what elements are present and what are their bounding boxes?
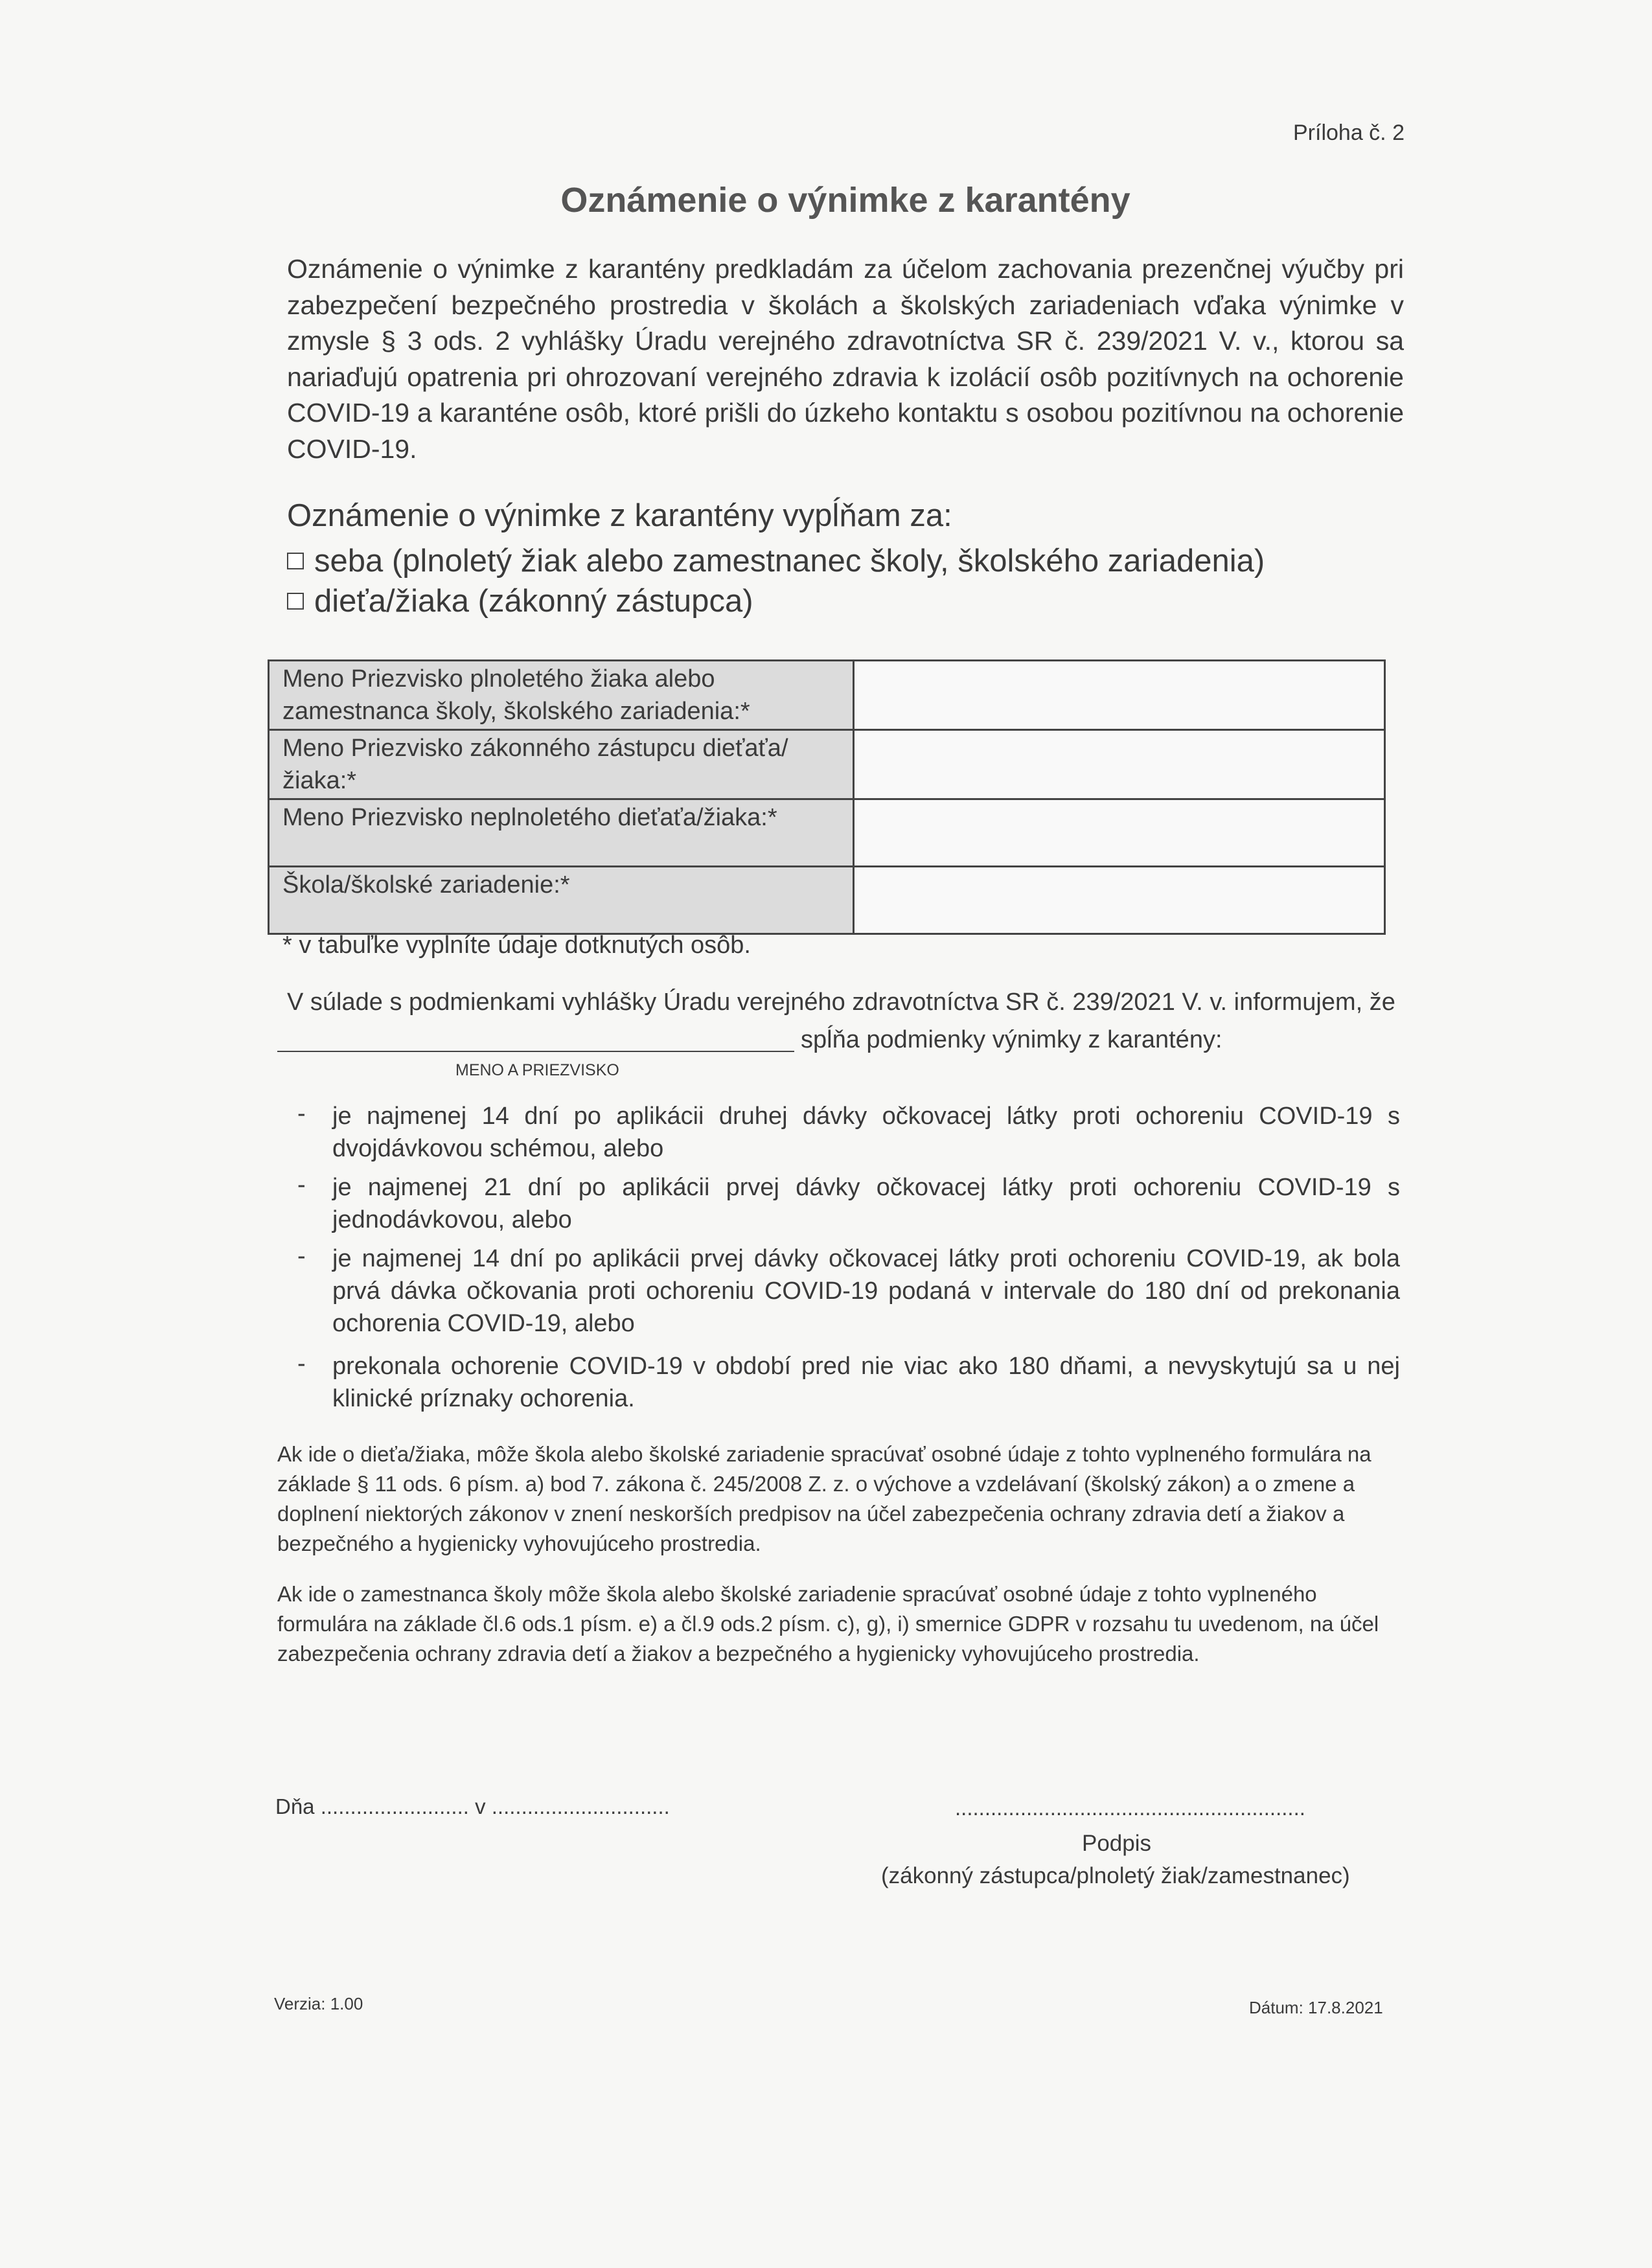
date-place-field[interactable]: Dňa ......................... v .............................. bbox=[275, 1794, 670, 1818]
document-date: Dátum: 17.8.2021 bbox=[1249, 1998, 1383, 2017]
conformity-statement: V súlade s podmienkami vyhlášky Úradu verejného zdravotníctva SR č. 239/2021 V. v. informujem, že bbox=[287, 989, 1395, 1016]
condition-item: prekonala ochorenie COVID-19 v období pred nie viac ako 180 dňami, a nevyskytujú sa u nej klinické príznaky ochorenia. bbox=[332, 1353, 1400, 1412]
privacy-notice-child: Ak ide o dieťa/žiaka, môže škola alebo školské zariadenie spracúvať osobné údaje z tohto vyplneného formulára na základe § 11 ods. 6 písm. a) bod 7. zákona č. 245/2008 Z. z. o výchove a vzdelávaní (školský zákon) a o zmene a doplnení niektorých zákonov v znení neskorších predpisov na účel zabezpečenia ochrany zdravia detí a žiakov a bezpečného a hygienicky vyhovujúceho prostredia. bbox=[277, 1442, 1371, 1555]
fill-for-heading: Oznámenie o výnimke z karantény vypĺňam za: bbox=[287, 498, 952, 533]
document-title: Oznámenie o výnimke z karantény bbox=[560, 181, 1130, 220]
table-row bbox=[269, 799, 1385, 867]
name-input-line[interactable] bbox=[277, 1051, 794, 1052]
checkbox-child[interactable] bbox=[287, 593, 304, 610]
version-label: Verzia: 1.00 bbox=[274, 1994, 363, 2013]
field-adult-name[interactable] bbox=[854, 661, 1385, 730]
bullet-dash: - bbox=[297, 1243, 306, 1270]
bullet-dash: - bbox=[297, 1350, 306, 1377]
signature-label: Podpis bbox=[1082, 1831, 1152, 1856]
table-label-school: Škola/školské zariadenie:* bbox=[269, 867, 854, 934]
table-note: * v tabuľke vyplníte údaje dotknutých osôb. bbox=[282, 932, 751, 959]
signature-field[interactable]: ........................................................... bbox=[955, 1796, 1305, 1820]
fulfills-conditions-text: spĺňa podmienky výnimky z karantény: bbox=[801, 1026, 1222, 1053]
table-row bbox=[269, 661, 1385, 730]
condition-item: je najmenej 14 dní po aplikácii druhej dávky očkovacej látky proti ochoreniu COVID-19 s dvojdávkovou schémou, alebo bbox=[332, 1103, 1400, 1162]
field-guardian-name[interactable] bbox=[854, 730, 1385, 799]
bullet-dash: - bbox=[297, 1171, 306, 1198]
intro-paragraph: Oznámenie o výnimke z karantény predkladám za účelom zachovania prezenčnej výučby pri zabezpečení bezpečného prostredia v školách a školských zariadeniach vďaka výnimke v zmysle § 3 ods. 2 vyhlášky Úradu verejného zdravotníctva SR č. 239/2021 V. v., ktorou sa nariaďujú opatrenia pri ohrozovaní verejného zdravia k izolácií osôb pozitívnych na ochorenie COVID-19 a karanténe osôb, ktoré prišli do úzkeho kontaktu s osobou pozitívnou na ochorenie COVID-19. bbox=[287, 254, 1404, 464]
condition-item: je najmenej 21 dní po aplikácii prvej dávky očkovacej látky proti ochoreniu COVID-19 s jednodávkovou, alebo bbox=[332, 1174, 1400, 1233]
option-self-label: seba (plnoletý žiak alebo zamestnanec školy, školského zariadenia) bbox=[314, 544, 1265, 578]
table-label-minor: Meno Priezvisko neplnoletého dieťaťa/žiaka:* bbox=[269, 799, 854, 867]
table-label-guardian: Meno Priezvisko zákonného zástupcu dieťaťa/žiaka:* bbox=[269, 730, 854, 799]
field-minor-name[interactable] bbox=[854, 799, 1385, 867]
bullet-dash: - bbox=[297, 1100, 306, 1127]
table-row bbox=[269, 730, 1385, 799]
name-caption: MENO A PRIEZVISKO bbox=[455, 1061, 619, 1079]
table-row bbox=[269, 867, 1385, 934]
option-child-label: dieťa/žiaka (zákonný zástupca) bbox=[314, 584, 753, 619]
privacy-notice-employee: Ak ide o zamestnanca školy môže škola alebo školské zariadenie spracúvať osobné údaje z tohto vyplneného formulára na základe čl.6 ods.1 písm. e) a čl.9 ods.2 písm. c), g), i) smernice GDPR v rozsahu tu uvedenom, na účel zabezpečenia ochrany zdravia detí a žiakov a bezpečného a hygienicky vyhovujúceho prostredia. bbox=[277, 1582, 1379, 1666]
person-info-table bbox=[268, 659, 1386, 935]
option-child[interactable] bbox=[287, 583, 753, 619]
annex-label: Príloha č. 2 bbox=[1293, 120, 1405, 145]
condition-item: je najmenej 14 dní po aplikácii prvej dávky očkovacej látky proti ochoreniu COVID-19, ak bola prvá dávka očkovania proti ochoreniu COVID-19 podaná v intervale do 180 dní od prekonania ochorenia COVID-19, alebo bbox=[332, 1245, 1400, 1337]
option-self[interactable] bbox=[287, 543, 1265, 579]
field-school[interactable] bbox=[854, 867, 1385, 934]
signature-role: (zákonný zástupca/plnoletý žiak/zamestnanec) bbox=[881, 1863, 1350, 1888]
checkbox-self[interactable] bbox=[287, 553, 304, 569]
table-label-adult: Meno Priezvisko plnoletého žiaka alebo zamestnanca školy, školského zariadenia:* bbox=[269, 661, 854, 730]
